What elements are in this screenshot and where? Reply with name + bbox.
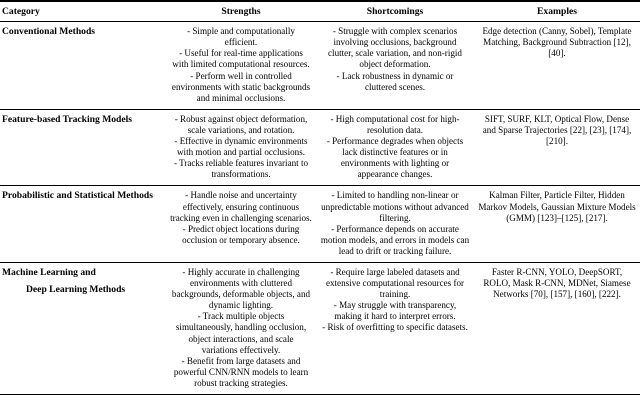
bullet-item: - Require large labeled datasets and extensive computational resources for training. bbox=[325, 266, 465, 300]
bullet-item: - Effective in dynamic environments with motion and partial occlusions. bbox=[174, 136, 308, 158]
category-label-continued: Deep Learning Methods bbox=[26, 283, 126, 295]
bullet-item: - Performance degrades when objects lack distinctive features or in environments with lighting or appearance changes. bbox=[326, 136, 464, 180]
bullet-item: - Perform well in controlled environments with static backgrounds and minimal occlusions. bbox=[171, 70, 311, 103]
column-header-examples: Examples bbox=[474, 2, 640, 22]
cell-strengths bbox=[166, 109, 316, 186]
cell-category bbox=[0, 186, 166, 263]
category-label: Feature-based Tracking Models bbox=[2, 113, 133, 125]
bullet-item: - Tracks reliable features invariant to transformations. bbox=[173, 158, 309, 180]
bullet-item: Faster R-CNN, YOLO, DeepSORT, ROLO, Mask R-CNN, MDNet, Siamese Networks [70], [157], [160], [222]. bbox=[483, 266, 631, 300]
bullet-item: - Predict object locations during occlusion or temporary absence. bbox=[182, 223, 300, 245]
cell-examples bbox=[474, 109, 640, 186]
bullet-item: SIFT, SURF, KLT, Optical Flow, Dense and Sparse Trajectories [22], [23], [174], [210]. bbox=[482, 113, 632, 147]
column-header-strengths: Strengths bbox=[166, 2, 316, 22]
table-row bbox=[0, 262, 640, 394]
cell-shortcomings bbox=[316, 109, 474, 186]
cell-category bbox=[0, 22, 166, 110]
bullet-item: Kalman Filter, Particle Filter, Hidden Markov Models, Gaussian Mixture Models (GMM) [123]–[125], [217]. bbox=[478, 190, 636, 223]
table-row bbox=[0, 109, 640, 186]
bullet-item: - Handle noise and uncertainty effectively, ensuring continuous tracking even in challenging scenarios. bbox=[170, 190, 312, 223]
bullet-item: - Benefit from large datasets and powerful CNN/RNN models to learn robust tracking strategies. bbox=[173, 355, 309, 388]
column-header-category: Category bbox=[0, 2, 166, 22]
bullet-item: - Struggle with complex scenarios involving occlusions, background clutter, scale variation, and non-rigid object deformation. bbox=[328, 26, 462, 70]
table-row bbox=[0, 22, 640, 110]
table-row bbox=[0, 186, 640, 263]
cell-examples bbox=[474, 22, 640, 110]
category-label: Machine Learning and bbox=[2, 266, 96, 278]
bullet-item: - Simple and computationally efficient. bbox=[187, 26, 295, 48]
bullet-item: - Limited to handling non-linear or unpredictable motions without advanced filtering. bbox=[321, 190, 469, 223]
cell-strengths bbox=[166, 22, 316, 110]
bullet-item: - May struggle with transparency, making it hard to interpret errors. bbox=[333, 300, 457, 322]
column-header-shortcomings: Shortcomings bbox=[316, 2, 474, 22]
cell-examples bbox=[474, 186, 640, 263]
cell-category bbox=[0, 109, 166, 186]
bullet-item: Edge detection (Canny, Sobel), Template Matching, Background Subtraction [12], [40]. bbox=[482, 26, 632, 59]
cell-category bbox=[0, 262, 166, 394]
cell-shortcomings bbox=[316, 186, 474, 263]
category-label: Conventional Methods bbox=[2, 26, 96, 38]
bullet-item: - High computational cost for high-resolution data. bbox=[330, 113, 460, 135]
bullet-item: - Useful for real-time applications with limited computational resources. bbox=[172, 48, 310, 70]
bullet-item: - Risk of overfitting to specific datasets. bbox=[322, 322, 468, 333]
category-label: Probabilistic and Statistical Methods bbox=[2, 190, 153, 202]
table-body bbox=[0, 22, 640, 395]
cell-examples bbox=[474, 262, 640, 394]
header-row bbox=[0, 2, 640, 22]
cell-shortcomings bbox=[316, 22, 474, 110]
cell-shortcomings bbox=[316, 262, 474, 394]
cell-strengths bbox=[166, 186, 316, 263]
bullet-item: - Lack robustness in dynamic or cluttered scenes. bbox=[336, 70, 454, 92]
bullet-item: - Highly accurate in challenging environments with cluttered backgrounds, deformable objects, and dynamic lighting. bbox=[171, 266, 311, 311]
bullet-item: - Performance depends on accurate motion models, and errors in models can lead to drift or tracking failure. bbox=[320, 223, 470, 256]
bullet-item: - Robust against object deformation, scale variations, and rotation. bbox=[174, 113, 308, 135]
table-header bbox=[0, 2, 640, 22]
comparison-table bbox=[0, 2, 640, 395]
cell-strengths bbox=[166, 262, 316, 394]
bullet-item: - Track multiple objects simultaneously, handling occlusion, object interactions, and scale variations effectively. bbox=[175, 311, 307, 355]
